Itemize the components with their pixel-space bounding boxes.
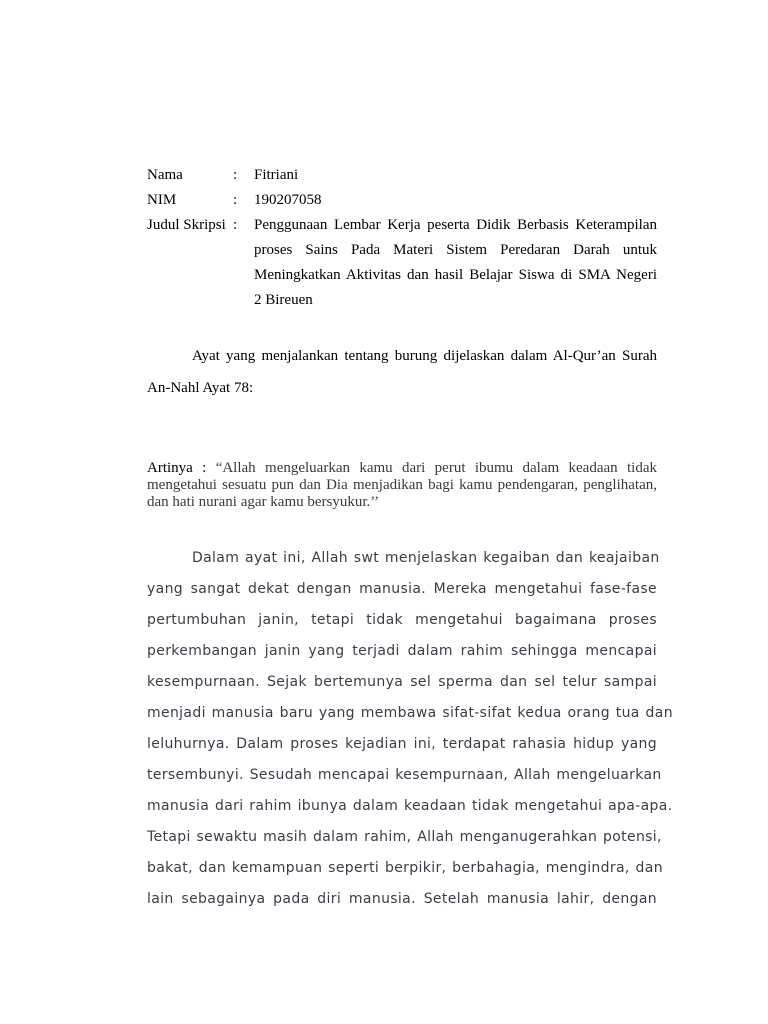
body-line: tersembunyi. Sesudah mencapai kesempurnaan, Allah mengeluarkan [147, 767, 662, 783]
body-line: Tetapi sewaktu masih dalam rahim, Allah menganugerahkan potensi, [147, 829, 662, 845]
body-line: bakat, dan kemampuan seperti berpikir, berbahagia, mengindra, dan [147, 860, 663, 876]
judul-colon: : [233, 217, 238, 233]
nim-label: NIM [147, 192, 177, 208]
body-line: Dalam ayat ini, Allah swt menjelaskan kegaiban dan keajaiban [192, 550, 660, 566]
nim-row [147, 188, 657, 213]
judul-line: proses Sains Pada Materi Sistem Peredaran Darah untuk [254, 242, 657, 258]
body-line: perkembangan janin yang terjadi dalam rahim sehingga mencapai [147, 643, 657, 659]
judul-line: Penggunaan Lembar Kerja peserta Didik Berbasis Keterampilan [254, 217, 657, 233]
body-line: yang sangat dekat dengan manusia. Mereka mengetahui fase-fase [147, 581, 657, 597]
body-line: menjadi manusia baru yang membawa sifat-sifat kedua orang tua dan [147, 705, 673, 721]
nim-value: 190207058 [254, 192, 322, 208]
nim-colon: : [233, 192, 238, 208]
body-line: leluhurnya. Dalam proses kejadian ini, terdapat rahasia hidup yang [147, 736, 657, 752]
judul-line: Meningkatkan Aktivitas dan hasil Belajar Siswa di SMA Negeri [254, 267, 657, 283]
body-line: manusia dari rahim ibunya dalam keadaan tidak mengetahui apa-apa. [147, 798, 673, 814]
student-info-table [147, 163, 657, 313]
nama-row [147, 163, 657, 188]
judul-label: Judul Skripsi [147, 217, 226, 233]
ayat-intro-paragraph: Ayat yang menjalankan tentang burung dijelaskan dalam Al-Qur’an Surah An-Nahl Ayat 78: [147, 348, 657, 396]
body-line: kesempurnaan. Sejak bertemunya sel sperma dan sel telur sampai [147, 674, 657, 690]
artinya-label: Artinya : [147, 460, 207, 476]
nama-value: Fitriani [254, 167, 299, 183]
artinya-paragraph [147, 460, 657, 511]
judul-row [147, 213, 657, 313]
nama-colon: : [233, 167, 238, 183]
nama-label: Nama [147, 167, 183, 183]
artinya-text: “Allah mengeluarkan kamu dari perut ibumu dalam keadaan tidak mengetahui sesuatu pun dan Dia menjadikan bagi kamu pendengaran, penglihatan, dan hati nurani agar kamu bersyukur.’’ [147, 460, 657, 510]
judul-value [254, 213, 657, 313]
body-paragraph [147, 543, 673, 915]
judul-line: 2 Bireuen [254, 292, 313, 308]
body-line: lain sebagainya pada diri manusia. Setelah manusia lahir, dengan [147, 891, 657, 907]
body-line: pertumbuhan janin, tetapi tidak mengetahui bagaimana proses [147, 612, 657, 628]
